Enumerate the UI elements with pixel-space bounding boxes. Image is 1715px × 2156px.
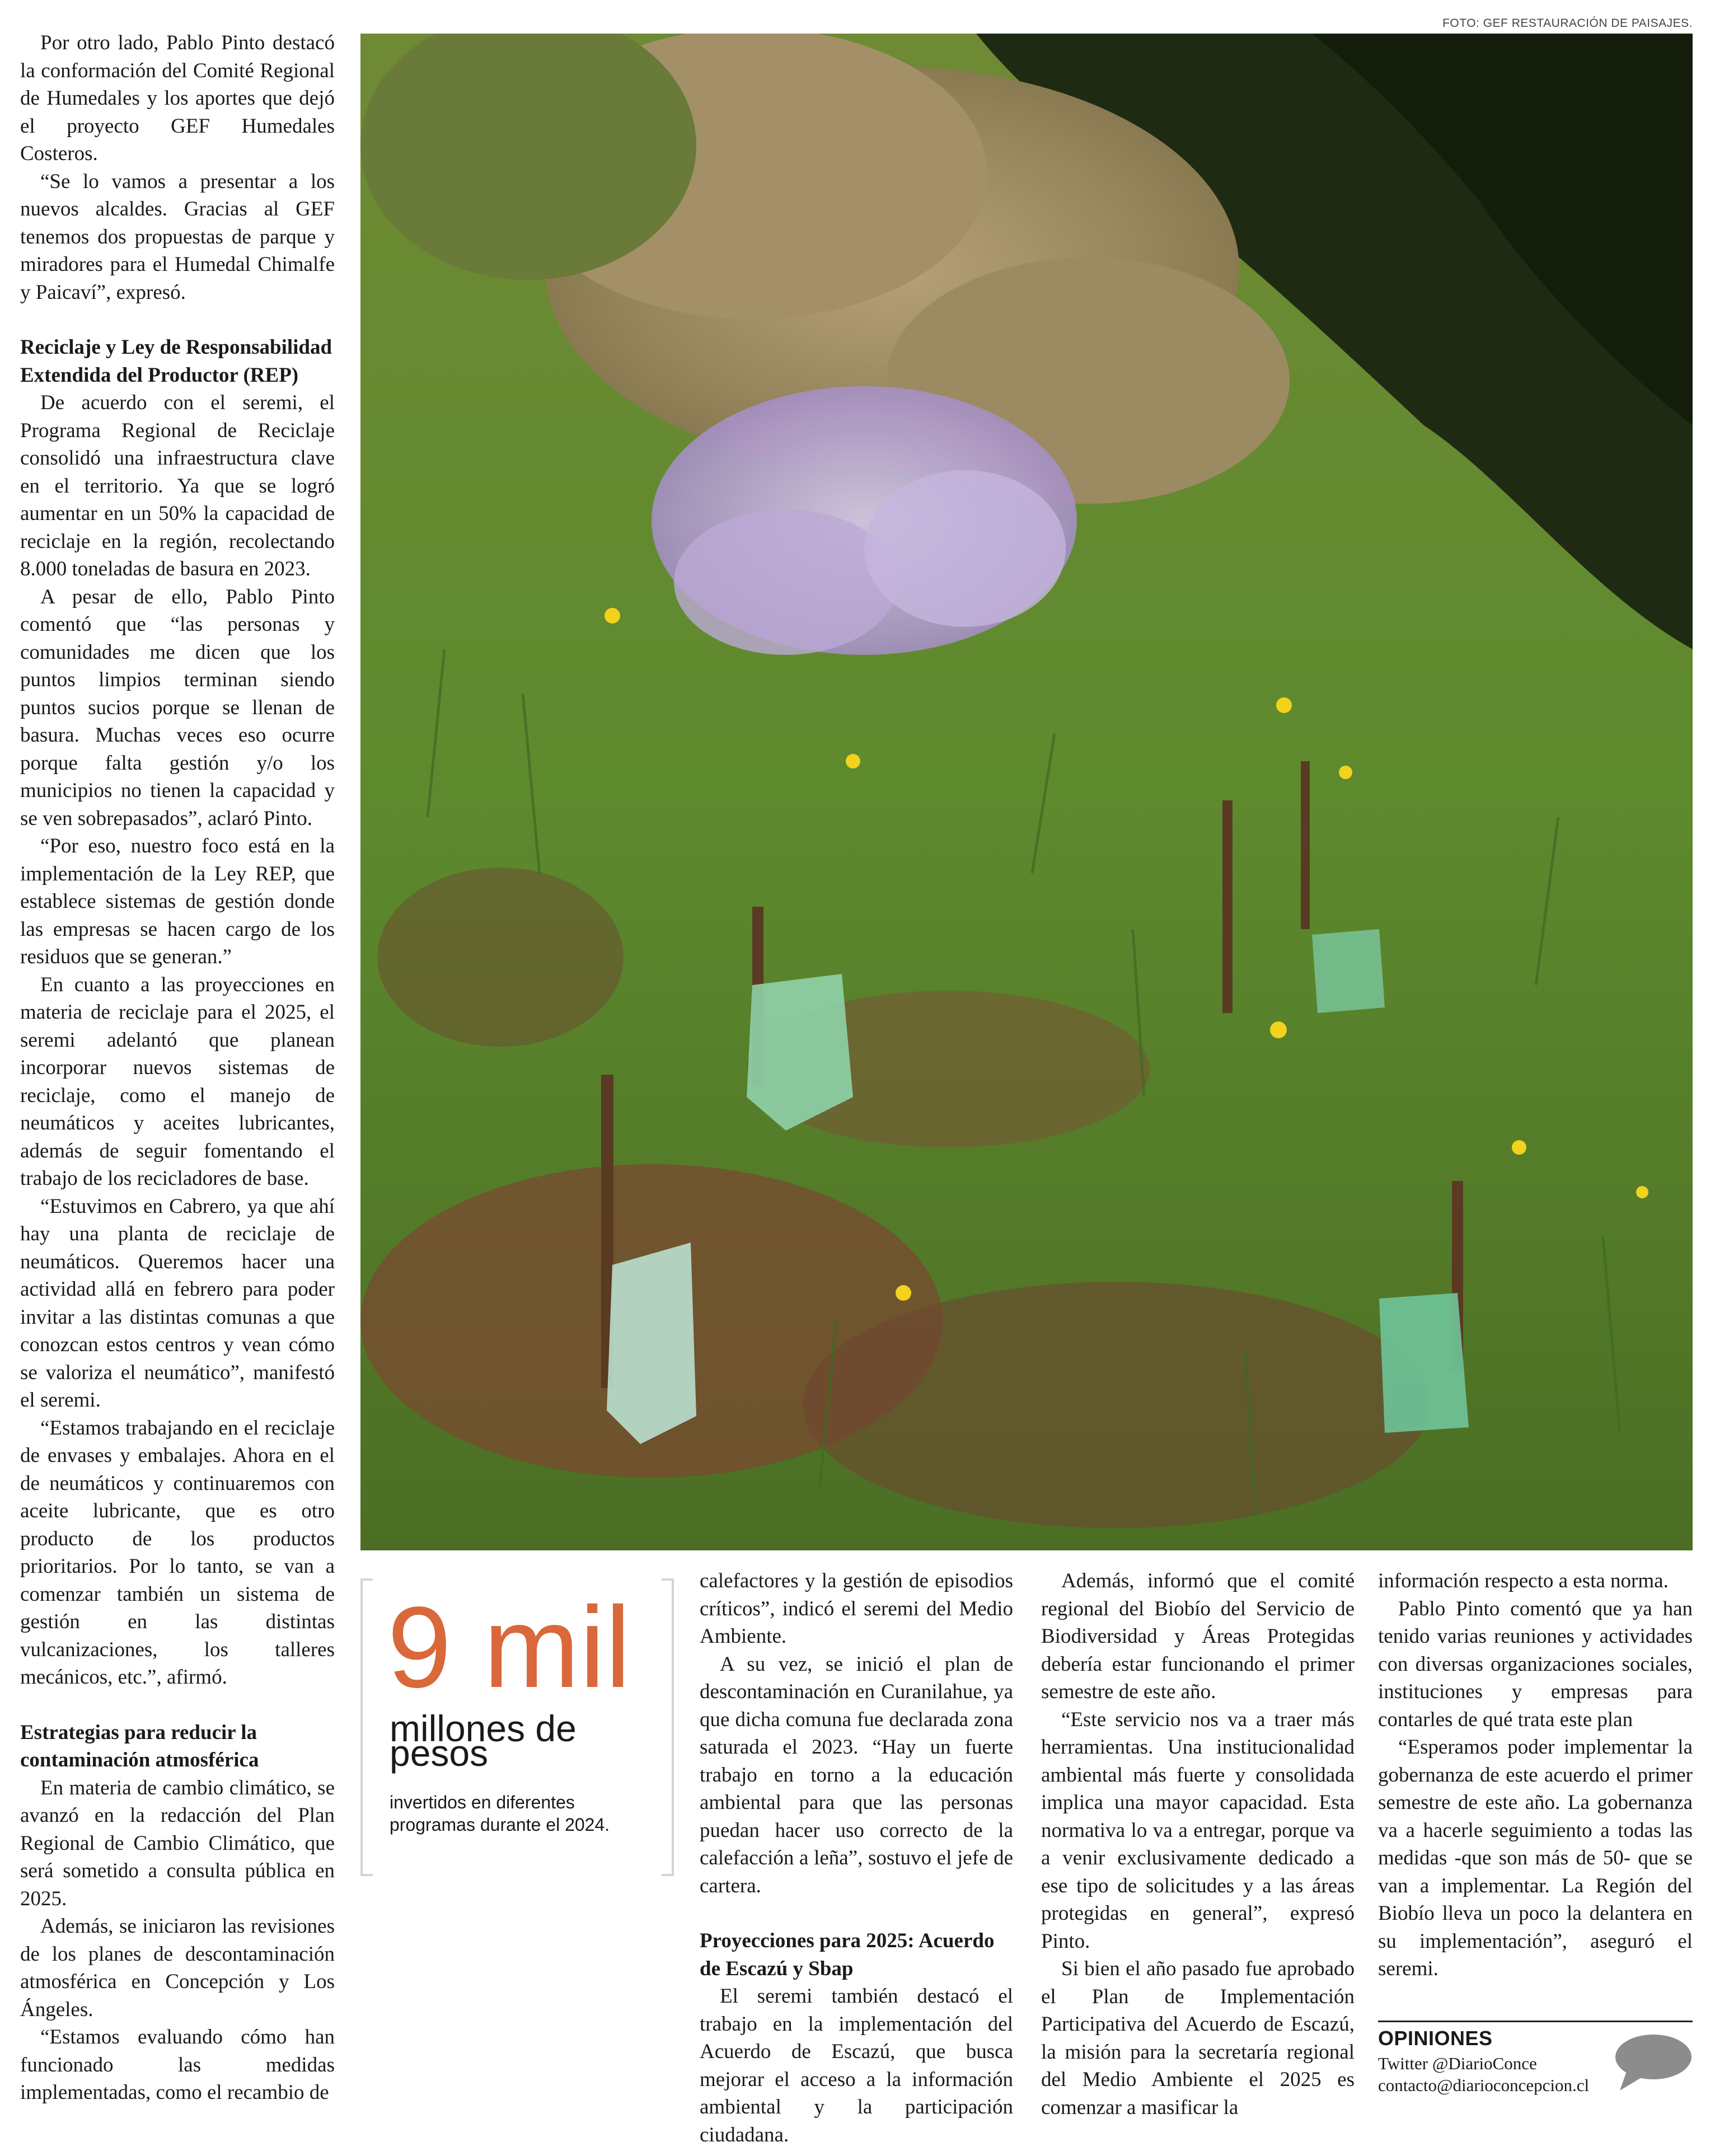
paragraph: Si bien el año pasado fue aprobado el Plan de Implementación Participativa del Acuerdo de Escazú, la misión para la secretaría regional del Medio Ambiente el 2025 es comenzar a masificar la	[1041, 1957, 1355, 2119]
paragraph: Además, se iniciaron las revisiones de los planes de descontaminación atmosférica en Concepción y Los Ángeles.	[20, 1915, 335, 2021]
paragraph: Pablo Pinto comentó que ya han tenido varias reuniones y actividades con diversas organizaciones sociales, instituciones y empresas para contarles de qué trata este plan	[1378, 1597, 1693, 1731]
paragraph: “Se lo vamos a presentar a los nuevos alcaldes. Gracias al GEF tenemos dos propuestas de parque y miradores para el Humedal Chimalfe y Paicaví”, expresó.	[20, 170, 335, 304]
section-heading-proyecciones: Proyecciones para 2025: Acuerdo de Escazú y Sbap	[700, 1929, 995, 1980]
paragraph: “Estamos evaluando cómo han funcionado las medidas implementadas, como el recambio de	[20, 2026, 335, 2104]
article-column-bottom-2	[1041, 1567, 1355, 2121]
paragraph: información respecto a esta norma.	[1378, 1569, 1669, 1592]
speech-bubble-icon	[1610, 2032, 1693, 2092]
stat-number: 9 mil	[387, 1583, 631, 1712]
section-heading-reciclaje: Reciclaje y Ley de Responsabilidad Extendida del Productor (REP)	[20, 336, 332, 387]
paragraph: “Este servicio nos va a traer más herramientas. Una institucionalidad ambiental más fuerte y consolidada implica una mayor capacidad. Esta normativa lo va a entregar, porque va a venir exclusivamente dedicado a ese tipo de solicitudes y a las áreas protegidas en general”, expresó Pinto.	[1041, 1708, 1355, 1953]
stat-box	[360, 1578, 674, 1876]
paragraph: En materia de cambio climático, se avanzó en la redacción del Plan Regional de Cambio Climático, que será sometido a consulta pública en 2025.	[20, 1776, 335, 1910]
paragraph: “Estuvimos en Cabrero, ya que ahí hay una planta de reciclaje de neumáticos. Queremos hacer una actividad allá en febrero para poder invitar a las distintas comunas a que conozcan estos centros y vean cómo se valoriza el neumático”, manifestó el seremi.	[20, 1194, 335, 1412]
paragraph: calefactores y la gestión de episodios críticos”, indicó el seremi del Medio Ambiente.	[700, 1569, 1013, 1648]
stat-description: invertidos en diferentes programas durante el 2024.	[390, 1792, 610, 1835]
paragraph: A su vez, se inició el plan de descontaminación en Curanilahue, ya que dicha comuna fue declarada zona saturada el 2023. “Hay un fuerte trabajo en torno a la educación ambiental para que las personas puedan hacer uso correcto de la calefacción a leña”, sostuvo el jefe de cartera.	[700, 1652, 1013, 1897]
paragraph: “Esperamos poder implementar la gobernanza de este acuerdo el primer semestre de este año. La gobernanza va a hacerle seguimiento a todas las medidas -que son más de 50- que se van a implementar. La Región del Biobío lleva un poco la delantera en su implementación”, aseguró el seremi.	[1378, 1736, 1693, 1980]
article-column-left	[20, 29, 335, 2107]
paragraph: “Estamos trabajando en el reciclaje de envases y embalajes. Ahora en el de neumáticos y continuaremos con aceite lubricante, que es otro producto de los productos prioritarios. Por lo tanto, se van a comenzar también un sistema de gestión en las distintas vulcanizaciones, los talleres mecánicos, etc.”, afirmó.	[20, 1416, 335, 1689]
bracket-left	[360, 1578, 373, 1876]
opinions-box	[1378, 2021, 1693, 2093]
paragraph: Por otro lado, Pablo Pinto destacó la conformación del Comité Regional de Humedales y los aportes que dejó el proyecto GEF Humedales Costeros.	[20, 31, 335, 165]
paragraph: A pesar de ello, Pablo Pinto comentó que “las personas y comunidades me dicen que los puntos limpios terminan siendo puntos sucios porque se llenan de basura. Muchas veces eso ocurre porque falta gestión y/o los municipios no tienen la capacidad y se ven sobrepasados”, aclaró Pinto.	[20, 585, 335, 830]
paragraph: En cuanto a las proyecciones en materia de reciclaje para el 2025, el seremi adelantó que planean incorporar nuevos sistemas de reciclaje, como el manejo de neumáticos y aceites lubricantes, además de seguir fomentando el trabajo de los recicladores de base.	[20, 973, 335, 1190]
contact-email[interactable]: contacto@diarioconcepcion.cl	[1378, 2075, 1590, 2095]
photo-credit: FOTO: GEF RESTAURACIÓN DE PAISAJES.	[1442, 17, 1693, 30]
paragraph: “Por eso, nuestro foco está en la implementación de la Ley REP, que establece sistemas de gestión donde las empresas se hacen cargo de los residuos que se generan.”	[20, 835, 335, 968]
twitter-handle[interactable]: Twitter @DiarioConce	[1378, 2054, 1537, 2073]
article-column-bottom-1	[700, 1567, 1013, 2149]
hillside-photo	[360, 34, 1693, 1550]
paragraph: De acuerdo con el seremi, el Programa Regional de Reciclaje consolidó una infraestructura clave en el territorio. Ya que se logró aumentar en un 50% la capacidad de reciclaje en la región, recolectando 8.000 toneladas de basura en 2023.	[20, 391, 335, 580]
article-column-bottom-3	[1378, 1567, 1693, 1983]
section-heading-contaminacion: Estrategias para reducir la contaminación atmosférica	[20, 1721, 259, 1771]
paragraph: El seremi también destacó el trabajo en la implementación del Acuerdo de Escazú, que busca mejorar el acceso a la información ambiental y la participación ciudadana.	[700, 1985, 1013, 2146]
photo-illustration	[360, 34, 1693, 1550]
bracket-right	[662, 1578, 674, 1876]
stat-unit: millones de pesos	[390, 1708, 577, 1774]
opinions-title: OPINIONES	[1378, 2027, 1493, 2050]
paragraph: Además, informó que el comité regional del Biobío del Servicio de Biodiversidad y Áreas Protegidas debería estar funcionando el primer semestre de este año.	[1041, 1569, 1355, 1703]
